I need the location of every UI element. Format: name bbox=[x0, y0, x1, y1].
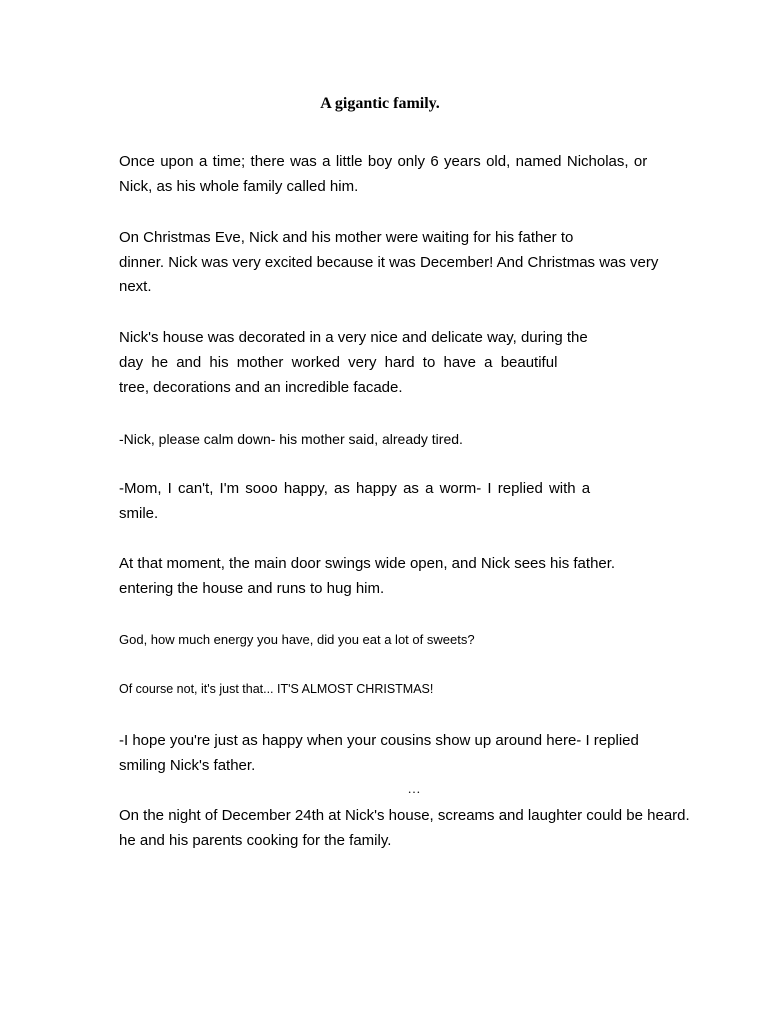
paragraph-line: he and his parents cooking for the family. bbox=[119, 832, 392, 849]
paragraph-line: tree, decorations and an incredible facade. bbox=[119, 379, 403, 396]
dialogue-line: -I hope you're just as happy when your cousins show up around here- I replied bbox=[119, 732, 639, 749]
paragraph-line: Nick's house was decorated in a very nice and delicate way, during the bbox=[119, 329, 588, 346]
dialogue-line: -Mom, I can't, I'm sooo happy, as happy as a worm- I replied with a bbox=[119, 480, 591, 497]
paragraph-line: At that moment, the main door swings wide open, and Nick sees his father. bbox=[119, 555, 616, 572]
paragraph-line: On the night of December 24th at Nick's house, screams and laughter could be heard. bbox=[119, 807, 690, 824]
paragraph-line: Once upon a time; there was a little boy only 6 years old, named Nicholas, or bbox=[119, 153, 648, 170]
document-title: A gigantic family. bbox=[320, 95, 440, 112]
scene-separator: … bbox=[407, 781, 421, 796]
dialogue-line: smiling Nick's father. bbox=[119, 757, 256, 774]
dialogue-line: Of course not, it's just that... IT'S ALMOST CHRISTMAS! bbox=[119, 682, 434, 696]
dialogue-line: -Nick, please calm down- his mother said, already tired. bbox=[119, 431, 463, 447]
paragraph-line: dinner. Nick was very excited because it was December! And Christmas was very bbox=[119, 254, 659, 271]
paragraph-line: On Christmas Eve, Nick and his mother were waiting for his father to bbox=[119, 229, 574, 246]
dialogue-line: smile. bbox=[119, 505, 159, 522]
paragraph-line: next. bbox=[119, 278, 152, 295]
dialogue-line: God, how much energy you have, did you eat a lot of sweets? bbox=[119, 632, 475, 647]
paragraph-line: entering the house and runs to hug him. bbox=[119, 580, 385, 597]
paragraph-line: day he and his mother worked very hard to have a beautiful bbox=[119, 354, 558, 371]
paragraph-line: Nick, as his whole family called him. bbox=[119, 178, 359, 195]
